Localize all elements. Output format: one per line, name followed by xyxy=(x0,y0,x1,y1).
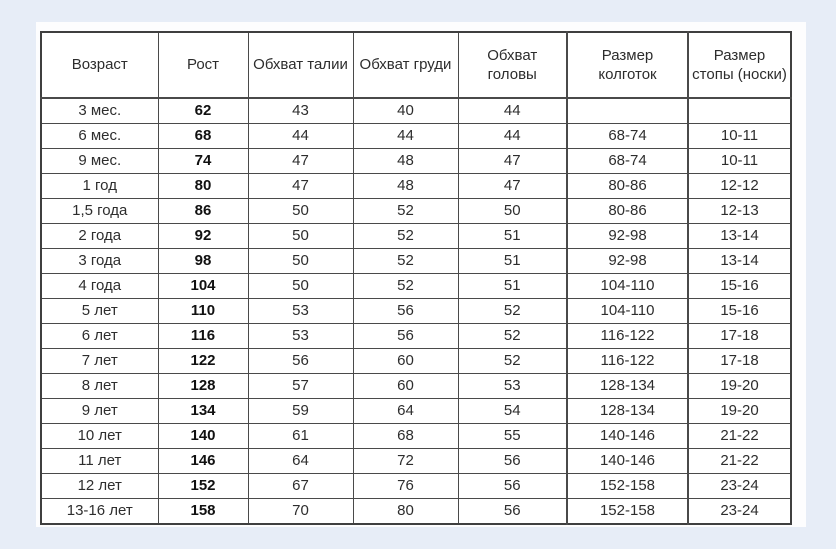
table-cell: 8 лет xyxy=(41,374,158,399)
table-cell: 50 xyxy=(248,224,353,249)
table-row xyxy=(41,274,791,299)
table-cell: 152 xyxy=(158,474,248,499)
table-cell: 134 xyxy=(158,399,248,424)
table-cell: 92-98 xyxy=(567,249,688,274)
column-header: Обхват головы xyxy=(458,32,567,98)
table-cell: 47 xyxy=(458,174,567,199)
table-cell: 2 года xyxy=(41,224,158,249)
table-cell: 53 xyxy=(458,374,567,399)
table-cell: 21-22 xyxy=(688,449,791,474)
table-cell: 12 лет xyxy=(41,474,158,499)
table-cell: 19-20 xyxy=(688,374,791,399)
table-cell: 6 лет xyxy=(41,324,158,349)
table-cell: 19-20 xyxy=(688,399,791,424)
table-cell: 56 xyxy=(458,474,567,499)
table-cell: 104-110 xyxy=(567,274,688,299)
table-cell: 56 xyxy=(458,499,567,525)
column-header: Размер стопы (носки) xyxy=(688,32,791,98)
table-cell: 152-158 xyxy=(567,499,688,525)
table-cell: 44 xyxy=(353,124,458,149)
table-row xyxy=(41,499,791,525)
table-cell: 104-110 xyxy=(567,299,688,324)
column-header: Возраст xyxy=(41,32,158,98)
table-cell: 15-16 xyxy=(688,299,791,324)
table-cell: 56 xyxy=(248,349,353,374)
table-cell: 68-74 xyxy=(567,149,688,174)
table-cell: 17-18 xyxy=(688,349,791,374)
table-cell: 140-146 xyxy=(567,449,688,474)
table-cell: 59 xyxy=(248,399,353,424)
table-cell: 12-13 xyxy=(688,199,791,224)
table-body xyxy=(41,98,791,524)
table-cell: 80-86 xyxy=(567,174,688,199)
table-cell: 50 xyxy=(248,249,353,274)
table-cell: 3 мес. xyxy=(41,98,158,124)
table-cell: 47 xyxy=(458,149,567,174)
table-cell: 1,5 года xyxy=(41,199,158,224)
table-cell: 47 xyxy=(248,149,353,174)
table-cell: 158 xyxy=(158,499,248,525)
table-cell: 52 xyxy=(353,199,458,224)
table-cell: 47 xyxy=(248,174,353,199)
table-row xyxy=(41,399,791,424)
table-cell: 122 xyxy=(158,349,248,374)
table-cell: 23-24 xyxy=(688,474,791,499)
table-row xyxy=(41,224,791,249)
table-row xyxy=(41,349,791,374)
table-header-row xyxy=(41,32,791,98)
table-cell: 52 xyxy=(458,349,567,374)
table-cell: 17-18 xyxy=(688,324,791,349)
table-cell: 92-98 xyxy=(567,224,688,249)
table-cell: 53 xyxy=(248,299,353,324)
table-panel xyxy=(36,22,806,527)
table-cell: 64 xyxy=(248,449,353,474)
table-cell: 1 год xyxy=(41,174,158,199)
table-cell: 40 xyxy=(353,98,458,124)
table-cell: 3 года xyxy=(41,249,158,274)
table-row xyxy=(41,98,791,124)
table-row xyxy=(41,374,791,399)
table-cell: 10-11 xyxy=(688,124,791,149)
table-cell: 44 xyxy=(458,124,567,149)
table-cell: 116-122 xyxy=(567,324,688,349)
table-row xyxy=(41,474,791,499)
table-cell: 128 xyxy=(158,374,248,399)
table-cell: 7 лет xyxy=(41,349,158,374)
table-cell: 52 xyxy=(458,299,567,324)
table-row xyxy=(41,449,791,474)
table-cell: 10-11 xyxy=(688,149,791,174)
column-header: Обхват груди xyxy=(353,32,458,98)
table-cell: 52 xyxy=(353,274,458,299)
table-cell: 152-158 xyxy=(567,474,688,499)
table-row xyxy=(41,424,791,449)
table-cell: 13-14 xyxy=(688,249,791,274)
column-header: Рост xyxy=(158,32,248,98)
table-cell: 86 xyxy=(158,199,248,224)
table-cell: 146 xyxy=(158,449,248,474)
table-cell: 52 xyxy=(458,324,567,349)
table-cell: 56 xyxy=(353,324,458,349)
table-cell: 23-24 xyxy=(688,499,791,525)
table-cell xyxy=(567,98,688,124)
column-header: Размер колготок xyxy=(567,32,688,98)
table-cell: 67 xyxy=(248,474,353,499)
table-cell: 48 xyxy=(353,174,458,199)
table-cell: 60 xyxy=(353,374,458,399)
table-cell: 104 xyxy=(158,274,248,299)
table-cell: 5 лет xyxy=(41,299,158,324)
table-cell: 56 xyxy=(458,449,567,474)
header-row xyxy=(41,32,791,98)
column-header: Обхват талии xyxy=(248,32,353,98)
table-cell: 98 xyxy=(158,249,248,274)
table-cell: 48 xyxy=(353,149,458,174)
table-cell: 9 лет xyxy=(41,399,158,424)
table-cell: 44 xyxy=(458,98,567,124)
table-cell: 52 xyxy=(353,224,458,249)
table-cell: 43 xyxy=(248,98,353,124)
table-cell: 68 xyxy=(353,424,458,449)
table-row xyxy=(41,299,791,324)
table-cell: 64 xyxy=(353,399,458,424)
table-row xyxy=(41,149,791,174)
table-cell: 9 мес. xyxy=(41,149,158,174)
table-cell: 76 xyxy=(353,474,458,499)
table-cell: 61 xyxy=(248,424,353,449)
table-cell: 92 xyxy=(158,224,248,249)
table-cell: 50 xyxy=(248,199,353,224)
table-cell: 128-134 xyxy=(567,374,688,399)
table-cell: 68-74 xyxy=(567,124,688,149)
table-cell: 10 лет xyxy=(41,424,158,449)
table-cell: 116-122 xyxy=(567,349,688,374)
table-cell: 60 xyxy=(353,349,458,374)
table-cell: 140-146 xyxy=(567,424,688,449)
table-cell: 4 года xyxy=(41,274,158,299)
table-cell: 44 xyxy=(248,124,353,149)
table-cell: 50 xyxy=(458,199,567,224)
table-cell: 80-86 xyxy=(567,199,688,224)
table-cell: 128-134 xyxy=(567,399,688,424)
table-cell: 51 xyxy=(458,249,567,274)
table-cell: 13-16 лет xyxy=(41,499,158,525)
table-row xyxy=(41,199,791,224)
table-cell: 56 xyxy=(353,299,458,324)
table-cell: 72 xyxy=(353,449,458,474)
table-cell: 11 лет xyxy=(41,449,158,474)
table-cell: 50 xyxy=(248,274,353,299)
table-cell: 140 xyxy=(158,424,248,449)
table-cell: 55 xyxy=(458,424,567,449)
children-size-table xyxy=(40,31,792,525)
table-cell xyxy=(688,98,791,124)
table-cell: 12-12 xyxy=(688,174,791,199)
table-cell: 70 xyxy=(248,499,353,525)
table-cell: 52 xyxy=(353,249,458,274)
table-cell: 15-16 xyxy=(688,274,791,299)
table-row xyxy=(41,324,791,349)
table-cell: 53 xyxy=(248,324,353,349)
table-cell: 13-14 xyxy=(688,224,791,249)
table-cell: 51 xyxy=(458,274,567,299)
table-cell: 62 xyxy=(158,98,248,124)
table-cell: 57 xyxy=(248,374,353,399)
table-cell: 6 мес. xyxy=(41,124,158,149)
table-cell: 110 xyxy=(158,299,248,324)
table-row xyxy=(41,174,791,199)
table-cell: 54 xyxy=(458,399,567,424)
table-row xyxy=(41,249,791,274)
table-cell: 68 xyxy=(158,124,248,149)
table-cell: 80 xyxy=(158,174,248,199)
table-cell: 21-22 xyxy=(688,424,791,449)
table-row xyxy=(41,124,791,149)
table-cell: 74 xyxy=(158,149,248,174)
table-cell: 80 xyxy=(353,499,458,525)
table-cell: 51 xyxy=(458,224,567,249)
table-cell: 116 xyxy=(158,324,248,349)
